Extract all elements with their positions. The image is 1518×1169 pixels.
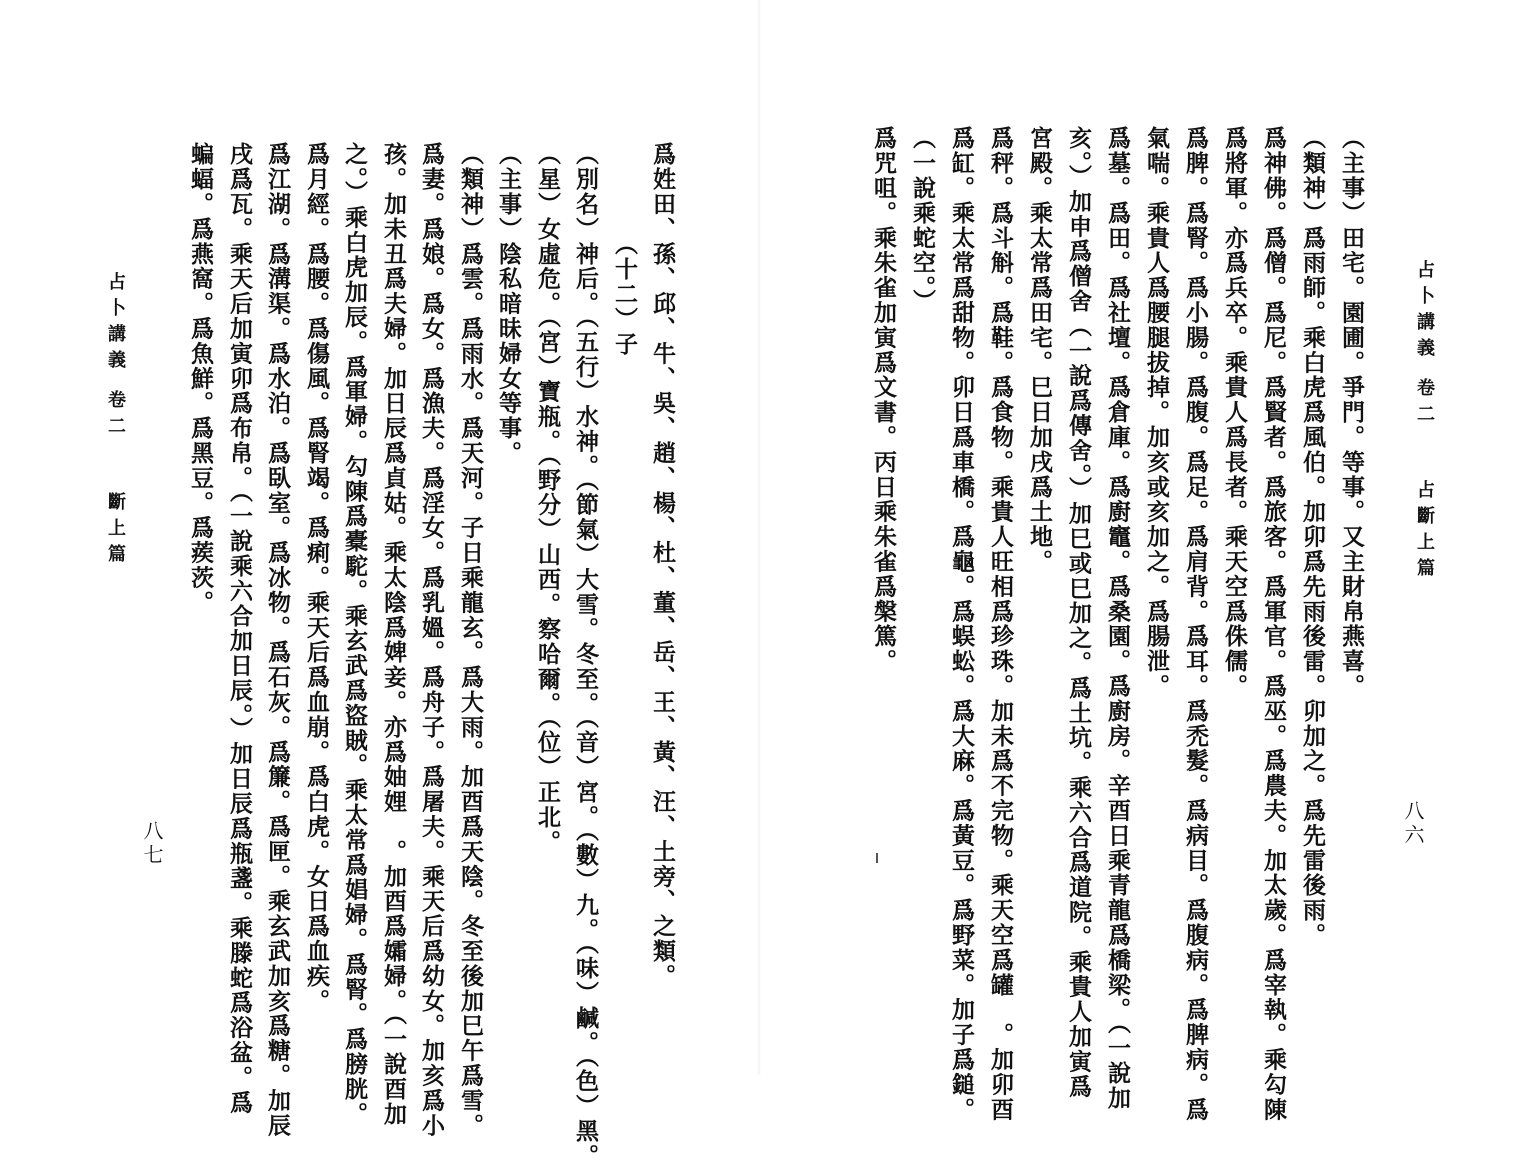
- left-text-column-1: 爲姓田、孫、邱、牛、吳、趙、楊、杜、董、岳、王、黃、汪、土旁、之類。: [649, 142, 676, 989]
- left-text-column-11: 爲江湖。爲溝渠。爲水泊。爲臥室。爲冰物。爲石灰。爲簾。爲匣。乘玄武加亥爲糖。加辰: [264, 142, 291, 1138]
- right-page-number: 八六: [1401, 800, 1425, 848]
- right-text-column-13: 爲咒咀。乘朱雀加寅爲文書。丙日乘朱雀爲槃篤。: [870, 126, 897, 674]
- left-text-column-8: 孩。加未丑爲夫婦。加日辰爲貞姑。乘太陰爲婢妾。亦爲妯娌 。加酉爲孀婦。（一說酉加: [380, 142, 407, 1127]
- right-text-column-11: 爲缸。乘太常爲甜物。卯日爲車橋。爲龜。爲蜈蚣。爲大麻。爲黃豆。爲野菜。加子爲鎚。: [948, 126, 975, 1122]
- left-text-column-3: （別名）神后。（五行）水神。（節氣）大雪。冬至。（音）宮。（數）九。（味）鹹。（色）黑。: [572, 142, 599, 1169]
- left-text-column-5: （主事）陰私暗昧婦女等事。: [495, 142, 522, 466]
- left-text-column-9: 之。）乘白虎加辰。爲軍婦。勾陳爲橐駝。乘玄武爲盜賊。乘太常爲娼婦。爲腎。爲膀胱。: [341, 142, 368, 1127]
- left-text-column-12: 戌爲瓦。乘天后加寅卯爲布帛。（一說乘六合加日辰。）加日辰爲瓶盞。乘滕蛇爲浴盆。爲: [226, 142, 253, 1115]
- scan-speck: [876, 853, 878, 863]
- right-text-column-5: 爲脾。爲腎。爲小腸。爲腹。爲足。爲肩背。爲耳。爲禿髮。爲病目。爲腹病。爲脾病。爲: [1182, 126, 1209, 1122]
- left-running-head-section: 斷上篇: [105, 492, 126, 570]
- right-text-column-12: （一說乘蛇空。）: [909, 126, 936, 314]
- left-running-head-title: 占卜講義: [105, 272, 126, 376]
- right-page: [759, 0, 1518, 1122]
- right-text-column-10: 爲秤。爲斗斛。爲鞋。爲食物。乘貴人旺相爲珍珠。加未爲不完物。乘天空爲罐 。加卯酉: [987, 126, 1014, 1122]
- left-text-column-13: 蝙蝠。爲燕窩。爲魚鮮。爲黑豆。爲蒺茨。: [187, 142, 214, 616]
- left-text-column-10: 爲月經。爲腰。爲傷風。爲腎竭。爲痢。乘天后爲血崩。爲白虎。女日爲血疾。: [303, 142, 330, 1014]
- right-text-column-3: 爲神佛。爲僧。爲尼。爲賢者。爲旅客。爲軍官。爲巫。爲農夫。加太歲。爲宰執。乘勾陳: [1260, 126, 1287, 1122]
- right-text-column-8: 亥。）加申爲僧舍（一說爲傳舍。）加巳或巳加之。爲土坑。乘六合爲道院。乘貴人加寅爲: [1065, 126, 1092, 1099]
- left-text-column-7: 爲妻。爲娘。爲女。爲漁夫。爲淫女。爲乳媼。爲舟子。爲屠夫。乘天后爲幼女。加亥爲小: [418, 142, 445, 1138]
- right-text-column-4: 爲將軍。亦爲兵卒。乘貴人爲長者。乘天空爲侏儒。: [1221, 126, 1248, 699]
- left-text-column-6: （類神）爲雲。爲雨水。爲天河。子日乘龍玄。爲大雨。加酉爲天陰。冬至後加巳午爲雪。: [457, 142, 484, 1138]
- right-running-head: [1411, 260, 1437, 584]
- right-text-column-6: 氣喘。乘貴人爲腰腿拔掉。加亥或亥加之。爲腸泄。: [1143, 126, 1170, 699]
- right-text-column-2: （類神）爲雨師。乘白虎爲風伯。加卯爲先雨後雷。卯加之。爲先雷後雨。: [1299, 126, 1326, 948]
- right-text-column-7: 爲墓。爲田。爲社壇。爲倉庫。爲廚竈。爲桑園。爲廚房。辛酉日乘青龍爲橋梁。（一說加: [1104, 126, 1131, 1111]
- right-running-head-section: 占斷上篇: [1414, 480, 1435, 584]
- left-section-heading: （十二）子: [611, 232, 638, 357]
- left-running-head-volume: 卷二: [105, 390, 126, 442]
- right-text-column-1: （主事）田宅。園圃。爭門。等事。又主財帛燕喜。: [1338, 126, 1365, 699]
- left-running-head: [102, 272, 128, 570]
- right-text-column-9: 宮殿。乘太常爲田宅。巳日加戌爲土地。: [1026, 126, 1053, 575]
- right-running-head-volume: 卷二: [1414, 378, 1435, 430]
- left-page-number: 八七: [140, 820, 164, 868]
- left-text-column-4: （星）女虛危。（宮）寶瓶。（野分）山西。察哈爾。（位）正北。: [534, 142, 561, 855]
- right-running-head-title: 占卜講義: [1414, 260, 1435, 364]
